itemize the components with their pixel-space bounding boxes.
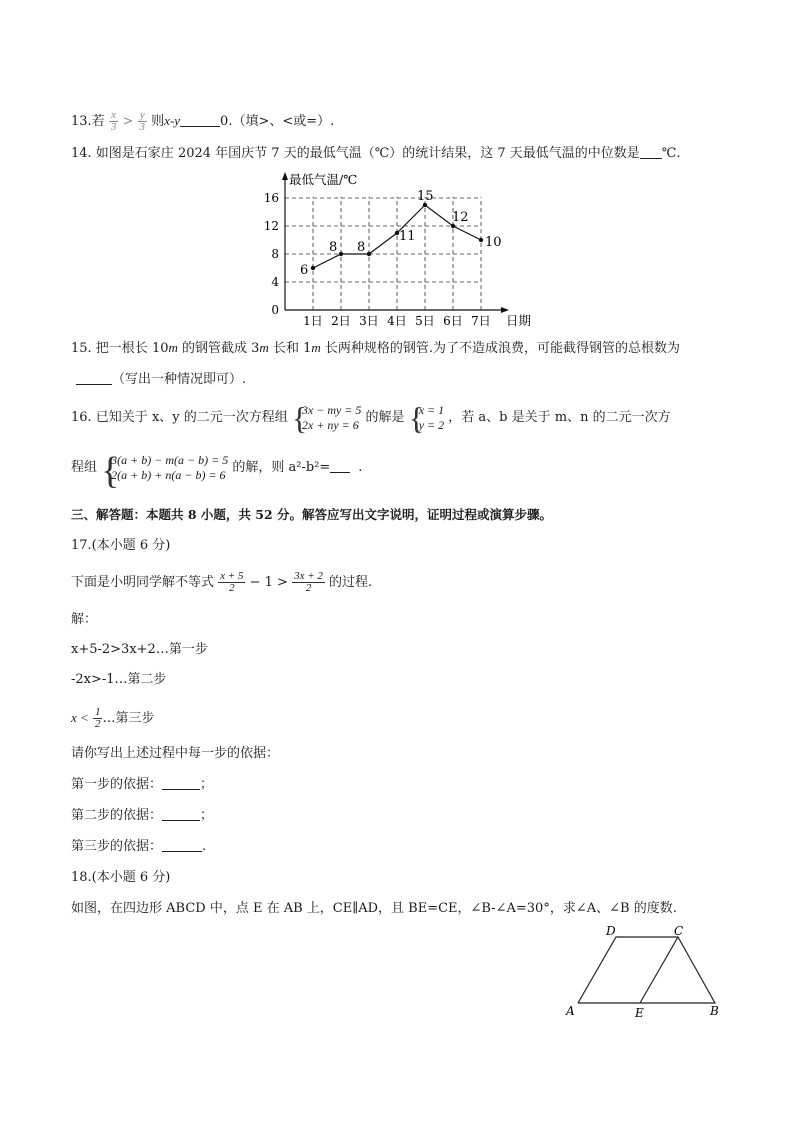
q16-prefix: 16. 已知关于 x、y 的二元一次方程组 <box>71 410 288 425</box>
q17-solve-label: 解： <box>71 612 98 627</box>
q17-intro-a: 下面是小明同学解不等式 <box>71 575 215 590</box>
q14-answer-blank[interactable] <box>640 146 662 159</box>
q17-fraction-1: $\frac{x + 5}{2}$ <box>220 570 244 594</box>
data-label: 10 <box>485 235 502 250</box>
q17-header: 17.(本小题 6 分) <box>71 538 171 553</box>
x-tick-label: 2日 <box>331 314 351 328</box>
q17-basis1-label: 第一步的依据： <box>71 777 163 792</box>
q13-suffix: 0.（填>、<或=）. <box>220 114 335 129</box>
q17-basis1-blank[interactable] <box>162 777 200 790</box>
x-tick-label: 5日 <box>415 314 435 328</box>
question-16-line-1 <box>71 400 671 436</box>
q16-answer-blank[interactable] <box>330 460 350 473</box>
y-tick-label: 0 <box>271 303 279 317</box>
q16-equation-system-1: { 3x − my = 5 2x + ny = 6 <box>291 399 362 436</box>
question-13 <box>71 110 334 133</box>
data-point <box>311 266 315 270</box>
y-tick-label: 8 <box>271 247 279 261</box>
chart-text <box>264 172 532 328</box>
x-axis-label: 日期 <box>506 313 532 328</box>
q17-basis-2 <box>71 808 213 824</box>
quadrilateral-outline <box>578 937 715 1003</box>
question-15-line-2 <box>76 372 246 388</box>
q13-mid: 则 <box>151 114 165 129</box>
q15-unit-m2: m <box>259 340 269 355</box>
q17-step3-b: …第三步 <box>102 711 155 726</box>
q16-solution: { x = 1 y = 2 <box>408 399 445 436</box>
q17-basis2-semi: ； <box>200 808 214 823</box>
data-point <box>339 252 343 256</box>
q17-basis2-blank[interactable] <box>162 808 200 821</box>
data-label: 8 <box>329 240 338 255</box>
q15-text-b: 的钢管截成 3 <box>177 341 260 356</box>
q16-equation-system-2: { 3(a + b) − m(a − b) = 5 2(a + b) + n(a − b) = 6 <box>101 449 229 492</box>
q16-line2-end: . <box>358 460 363 475</box>
q17-intro <box>71 568 372 598</box>
y-axis-label: 最低气温/℃ <box>289 172 358 187</box>
x-tick-label: 6日 <box>443 314 463 328</box>
q15-answer-blank[interactable] <box>76 372 112 385</box>
label-e: E <box>635 1006 644 1020</box>
q17-fraction-2: $\frac{3x + 2}{2}$ <box>294 570 323 594</box>
segment-ce <box>640 937 678 1003</box>
quadrilateral-figure <box>562 925 742 1025</box>
q15-text-line2: （写出一种情况即可）. <box>112 372 247 387</box>
q15-text-a: 15. 把一根长 10 <box>71 341 169 356</box>
label-c: C <box>674 924 684 938</box>
q17-intro-b: 的过程. <box>329 575 373 590</box>
q17-basis2-label: 第二步的依据： <box>71 808 163 823</box>
q17-basis3-blank[interactable] <box>162 839 202 852</box>
data-point <box>479 238 483 242</box>
q13-prefix: 13.若 <box>71 114 105 129</box>
data-label: 6 <box>300 263 309 278</box>
data-label: 12 <box>452 210 469 225</box>
x-tick-label: 4日 <box>387 314 407 328</box>
q16-sol1: x = 1 <box>418 402 445 417</box>
chart-axes <box>282 172 509 313</box>
data-label: 15 <box>417 189 434 204</box>
label-a: A <box>566 1004 575 1018</box>
label-d: D <box>606 924 616 938</box>
y-tick-label: 12 <box>263 219 279 233</box>
q13-gt: > <box>122 114 134 129</box>
data-label: 11 <box>399 229 416 244</box>
q13-fraction-x: $\frac{x}{3}$ <box>110 109 117 133</box>
q15-unit-m1: m <box>168 340 178 355</box>
q17-step-3 <box>71 703 154 734</box>
q16-eq3: 3(a + b) − m(a − b) = 5 <box>111 452 229 467</box>
q17-step-1: x+5-2>3x+2…第一步 <box>71 642 208 657</box>
label-b: B <box>710 1004 719 1018</box>
q18-text: 如图，在四边形 ABCD 中，点 E 在 AB 上，CE∥AD，且 BE=CE，∠B-∠A=30°，求∠A、∠B 的度数. <box>71 901 677 916</box>
q13-fraction-y: $\frac{y}{3}$ <box>139 109 146 133</box>
x-tick-label: 7日 <box>471 314 491 328</box>
q15-unit-m3: m <box>311 340 321 355</box>
q16-line2-mid: 的解，则 a²-b²= <box>232 460 331 475</box>
y-tick-label: 16 <box>263 191 279 205</box>
q14-text: 14. 如图是石家庄 2024 年国庆节 7 天的最低气温（℃）的统计结果，这 7 天最低气温的中位数是 <box>71 146 640 161</box>
q17-ask: 请你写出上述过程中每一步的依据： <box>71 746 280 761</box>
q16-eq4: 2(a + b) + n(a − b) = 6 <box>111 467 226 482</box>
q16-eq2: 2x + ny = 6 <box>301 417 359 432</box>
q17-minus: − 1 > <box>245 575 288 590</box>
q17-basis3-dot: . <box>202 839 207 854</box>
q17-basis-1 <box>71 777 213 793</box>
x-tick-label: 3日 <box>359 314 379 328</box>
data-point <box>367 252 371 256</box>
question-15-line-1 <box>71 340 680 357</box>
q16-tail: ，若 a、b 是关于 m、n 的二元一次方 <box>448 410 671 425</box>
data-label: 8 <box>357 240 366 255</box>
q17-basis1-semi: ； <box>200 777 214 792</box>
q17-basis-3 <box>71 839 206 855</box>
question-16-line-2 <box>71 448 363 492</box>
q16-sol2: y = 2 <box>418 417 445 432</box>
q17-basis3-label: 第三步的依据： <box>71 839 163 854</box>
q17-step3-a: x < <box>71 710 89 725</box>
y-tick-label: 4 <box>271 275 279 289</box>
q14-unit: ℃. <box>661 146 681 161</box>
q13-expr: x-y <box>164 113 181 128</box>
q15-text-c: 长和 1 <box>268 341 312 356</box>
x-tick-label: 1日 <box>303 314 323 328</box>
q17-step-2: -2x>-1…第二步 <box>71 672 167 687</box>
q18-header: 18.(本小题 6 分) <box>71 870 171 885</box>
q16-line2-prefix: 程组 <box>71 460 98 475</box>
question-14 <box>71 146 680 162</box>
q13-answer-blank[interactable] <box>180 114 220 127</box>
q16-eq1: 3x − my = 5 <box>301 402 362 417</box>
q15-text-d: 长两种规格的钢管.为了不造成浪费，可能截得钢管的总根数为 <box>320 341 681 356</box>
y-axis-arrow <box>282 172 288 180</box>
q17-step3-fraction: $\frac{1}{2}$ <box>94 706 101 730</box>
q16-mid: 的解是 <box>365 410 405 425</box>
temperature-line-chart <box>258 170 532 330</box>
section-3-title: 三、解答题：本题共 8 小题，共 52 分。解答应写出文字说明，证明过程或演算步骤。 <box>71 507 553 522</box>
